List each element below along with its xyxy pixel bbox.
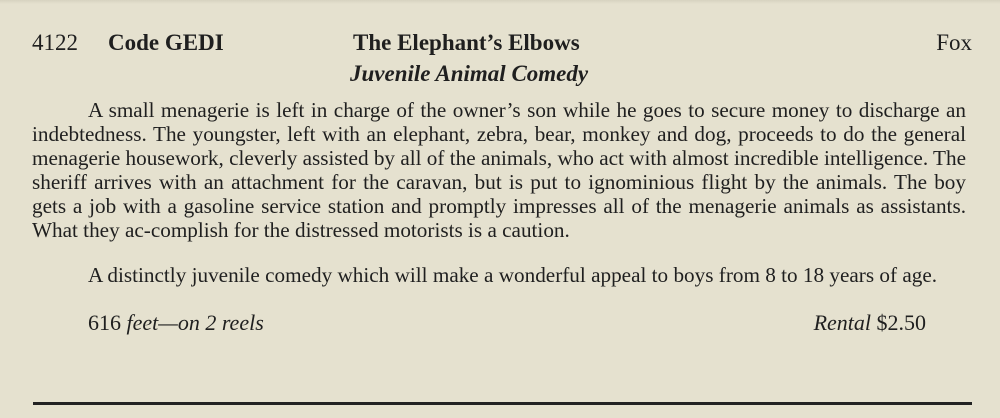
entry-header [28,24,972,58]
entry-studio: Fox [936,30,972,55]
rental-price: $2.50 [876,310,926,336]
entry-title: The Elephant’s Elbows [353,30,580,55]
length-text: feet—on 2 reels [126,310,264,336]
entry-subtitle: Juvenile Animal Comedy [350,61,589,86]
entry-code: Code GEDI [108,30,224,55]
entry-length [88,310,264,336]
page-top-edge [0,0,1000,4]
description-paragraph-2: A distinctly juvenile comedy which will make a wonderful appeal to boys from 8 to 18 years of age. [88,263,938,288]
entry-rental [814,310,926,336]
length-number: 616 [88,310,121,336]
entry-footer [28,308,972,342]
entry-number: 4122 [32,30,78,55]
film-entry [28,24,972,342]
description-paragraph-1: A small menagerie is left in charge of the owner’s son while he goes to secure money to discharge an indebtedness. The youngster, left with an elephant, zebra, bear, monkey and dog, proceeds to do the general menagerie housework, cleverly assisted by all of the animals, who act with almost incredible intelligence. The sheriff arrives with an attachment for the caravan, but is put to ignominious flight by the animals. The boy gets a job with a gasoline service station and promptly impresses all of the menagerie animals as assistants. What they ac-complish for the distressed motorists is a caution. [32,98,966,242]
section-divider [33,402,972,405]
rental-label: Rental [813,310,871,336]
